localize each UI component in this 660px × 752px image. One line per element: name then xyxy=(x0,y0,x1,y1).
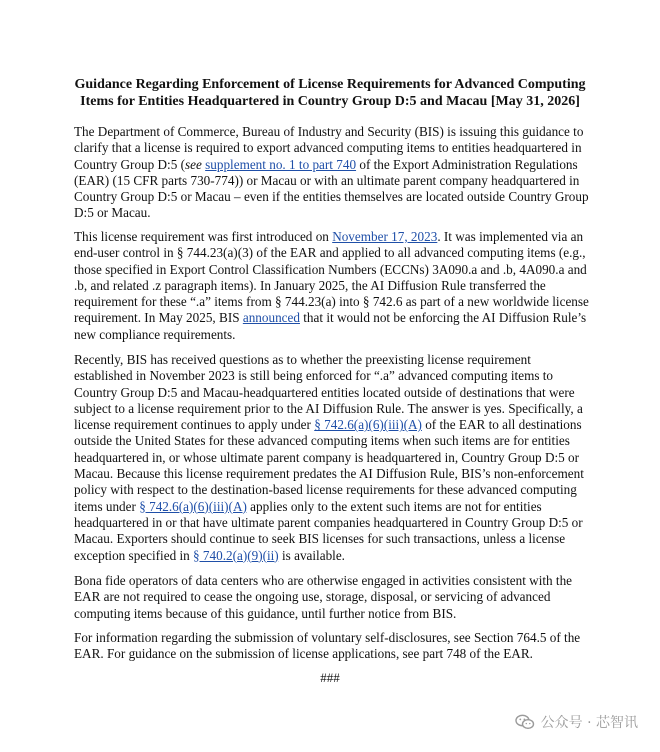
text-run: that it would not be enforcing the AI Diffusion Rule’s new compliance requirements. xyxy=(74,310,587,342)
end-mark: ### xyxy=(320,670,340,685)
watermark xyxy=(515,712,638,732)
text-run: is available. xyxy=(278,547,345,563)
text-run: of the EAR to all destinations outside the United States for these advanced computing items when such items are for entities headquartered in, or whose ultimate parent company is headquartered in, Country Group D:5 or Macau. Because this license requirement predates the AI Diffusion Rule, BIS’s non-enforcement policy with respect to the destination-based license requirements for these advanced computing items under xyxy=(74,417,584,514)
link-742-6-a[interactable]: § 742.6(a)(6)(iii)(A) xyxy=(314,417,422,433)
document-title: Guidance Regarding Enforcement of License Requirements for Advanced Computing Items for Entities Headquartered in Country Group D:5 and Macau [May 31, 2026] xyxy=(74,77,586,109)
text-run: This license requirement was first introduced on xyxy=(74,229,333,244)
paragraph-current-enforcement xyxy=(74,352,589,564)
text-run: Recently, BIS has received questions as to whether the preexisting license requirement established in November 2023 is still being enforced for “.a” advanced computing items to Country Group D:5 and Macau-headquartered entities located outside of destinations that were subject to a license requirement prior to the AI Diffusion Rule. The answer is yes. Specifically, a license requirement continues to apply under xyxy=(74,352,583,433)
link-740-2[interactable]: § 740.2(a)(9)(ii) xyxy=(193,547,279,563)
paragraph-intro xyxy=(74,124,589,222)
text-run: of the Export Administration Regulations (EAR) (15 CFR parts 730-774)) or Macau or with an ultimate parent company headquartered in Country Group D:5 or Macau – even if the entities themselves are located outside Country Group D:5 or Macau. xyxy=(74,156,589,221)
link-announced[interactable]: announced xyxy=(242,310,300,326)
text-run: The Department of Commerce, Bureau of Industry and Security (BIS) is issuing this guidance to clarify that a license is required to export advanced computing items to entities headquartered in Country Group D:5 ( xyxy=(74,124,584,172)
watermark-text: 公众号 · 芯智讯 xyxy=(540,715,638,731)
text-run: . It was implemented via an end-user control in § 744.23(a)(3) of the EAR and applied to all advanced computing items (e.g., those specified in Export Control Classification Numbers (ECCNs) 3A090.a and .b, 4A090.a and .b, and related .z paragraph items). In January 2025, the AI Diffusion Rule transferred the requirement for these “.a” items from § 744.23(a) into § 742.6 as part of a new worldwide license requirement. In May 2025, BIS xyxy=(74,229,589,326)
paragraph-history xyxy=(74,229,589,343)
text-run: applies only to the extent such items are not for entities headquartered in or that have ultimate parent companies headquartered in Country Group D:5 or Macau. Exporters should continue to seek BIS licenses for such transactions, unless a license exception specified in xyxy=(74,498,583,563)
paragraph-data-centers: Bona fide operators of data centers who are otherwise engaged in activities consistent with the EAR are not required to cease the ongoing use, storage, disposal, or servicing of advanced computing items because of this guidance, until further notice from BIS. xyxy=(74,573,573,621)
see-italic: see xyxy=(185,156,202,172)
wechat-icon xyxy=(515,714,535,730)
link-supplement-740[interactable]: supplement no. 1 to part 740 xyxy=(205,156,357,172)
link-november-17-2023[interactable]: November 17, 2023 xyxy=(332,229,438,244)
link-742-6-b[interactable]: § 742.6(a)(6)(iii)(A) xyxy=(139,498,247,514)
paragraph-further-info: For information regarding the submission of voluntary self-disclosures, see Section 764.5 of the EAR. For guidance on the submission of license applications, see part 748 of the EAR. xyxy=(74,630,581,662)
